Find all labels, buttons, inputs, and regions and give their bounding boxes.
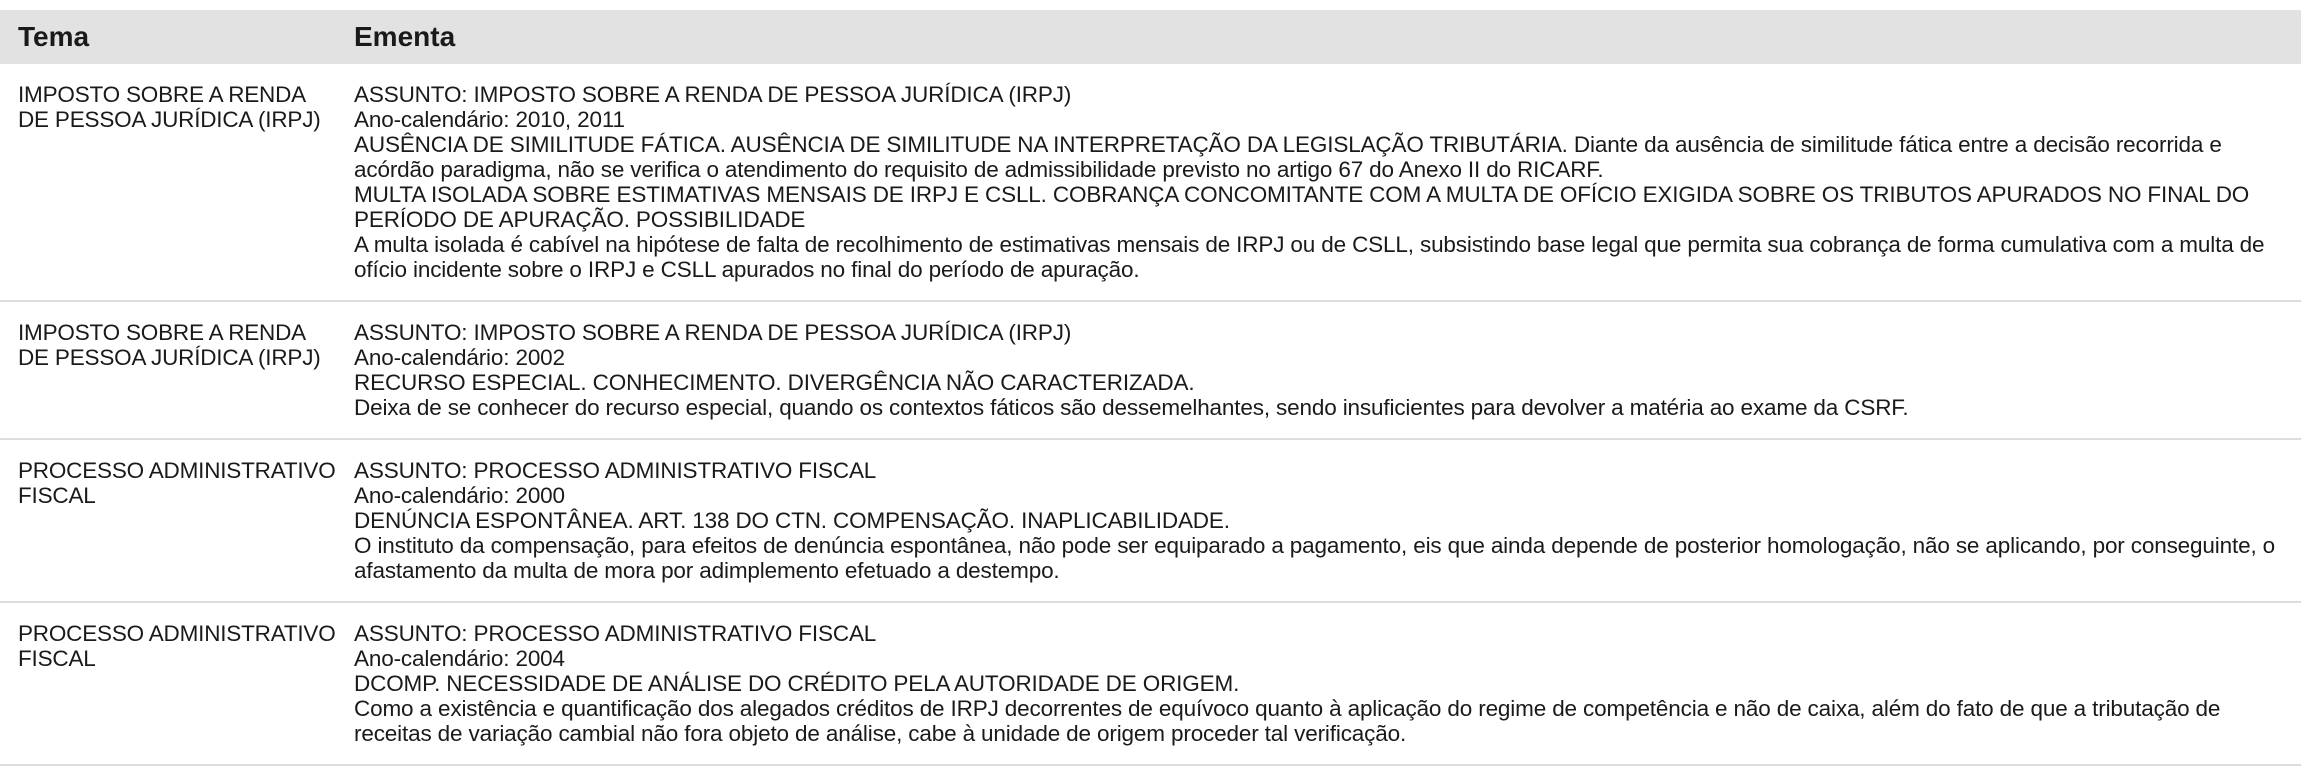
column-header-tema[interactable]: Tema — [0, 10, 354, 64]
tema-text: IMPOSTO SOBRE A RENDA DE PESSOA JURÍDICA (IRPJ) — [18, 82, 321, 132]
tema-cell — [0, 301, 354, 439]
ementa-assunto: ASSUNTO: IMPOSTO SOBRE A RENDA DE PESSOA JURÍDICA (IRPJ) — [354, 320, 1072, 345]
ementa-paragraph: RECURSO ESPECIAL. CONHECIMENTO. DIVERGÊNCIA NÃO CARACTERIZADA. — [354, 370, 1195, 395]
ementa-paragraph: DENÚNCIA ESPONTÂNEA. ART. 138 DO CTN. COMPENSAÇÃO. INAPLICABILIDADE. — [354, 508, 1230, 533]
ementa-assunto: ASSUNTO: PROCESSO ADMINISTRATIVO FISCAL — [354, 621, 877, 646]
ementa-cell — [354, 602, 2301, 765]
ementa-paragraph: Como a existência e quantificação dos alegados créditos de IRPJ decorrentes de equívoco quanto à aplicação do regime de competência e não de caixa, além do fato de que a tributação de receitas de variação cambial não fora objeto de análise, cabe à unidade de origem proceder tal verificação. — [354, 696, 2221, 746]
ementa-cell — [354, 301, 2301, 439]
ementa-ano-calendario: Ano-calendário: 2002 — [354, 345, 565, 370]
table-row — [0, 439, 2301, 602]
ementa-assunto: ASSUNTO: IMPOSTO SOBRE A RENDA DE PESSOA JURÍDICA (IRPJ) — [354, 82, 1072, 107]
ementa-ano-calendario: Ano-calendário: 2000 — [354, 483, 565, 508]
ementa-paragraph: AUSÊNCIA DE SIMILITUDE FÁTICA. AUSÊNCIA DE SIMILITUDE NA INTERPRETAÇÃO DA LEGISLAÇÃO TRIBUTÁRIA. Diante da ausência de similitude fática entre a decisão recorrida e acórdão paradigma, não se verifica o atendimento do requisito de admissibilidade previsto no artigo 67 do Anexo II do RICARF. — [354, 132, 2222, 182]
tema-text: PROCESSO ADMINISTRATIVO FISCAL — [18, 458, 336, 508]
ementa-table — [0, 10, 2301, 766]
table-header — [0, 10, 2301, 64]
ementa-paragraph: MULTA ISOLADA SOBRE ESTIMATIVAS MENSAIS DE IRPJ E CSLL. COBRANÇA CONCOMITANTE COM A MULTA DE OFÍCIO EXIGIDA SOBRE OS TRIBUTOS APURADOS NO FINAL DO PERÍODO DE APURAÇÃO. POSSIBILIDADE — [354, 182, 2250, 232]
ementa-ano-calendario: Ano-calendário: 2004 — [354, 646, 565, 671]
table-body — [0, 64, 2301, 765]
header-row — [0, 10, 2301, 64]
tema-cell — [0, 439, 354, 602]
table-row — [0, 64, 2301, 301]
ementa-ano-calendario: Ano-calendário: 2010, 2011 — [354, 107, 625, 132]
tema-cell — [0, 64, 354, 301]
ementa-assunto: ASSUNTO: PROCESSO ADMINISTRATIVO FISCAL — [354, 458, 877, 483]
ementa-paragraph: Deixa de se conhecer do recurso especial, quando os contextos fáticos são dessemelhantes, sendo insuficientes para devolver a matéria ao exame da CSRF. — [354, 395, 1909, 420]
column-header-ementa[interactable]: Ementa — [354, 10, 2301, 64]
ementa-paragraph: O instituto da compensação, para efeitos de denúncia espontânea, não pode ser equiparado a pagamento, eis que ainda depende de posterior homologação, não se aplicando, por conseguinte, o afastamento da multa de mora por adimplemento efetuado a destempo. — [354, 533, 2276, 583]
ementa-paragraph: DCOMP. NECESSIDADE DE ANÁLISE DO CRÉDITO PELA AUTORIDADE DE ORIGEM. — [354, 671, 1240, 696]
ementa-paragraph: A multa isolada é cabível na hipótese de falta de recolhimento de estimativas mensais de IRPJ ou de CSLL, subsistindo base legal que permita sua cobrança de forma cumulativa com a multa de ofício incidente sobre o IRPJ e CSLL apurados no final do período de apuração. — [354, 232, 2265, 282]
table-row — [0, 301, 2301, 439]
tema-text: IMPOSTO SOBRE A RENDA DE PESSOA JURÍDICA (IRPJ) — [18, 320, 321, 370]
ementa-cell — [354, 64, 2301, 301]
ementa-cell — [354, 439, 2301, 602]
tema-text: PROCESSO ADMINISTRATIVO FISCAL — [18, 621, 336, 671]
tema-cell — [0, 602, 354, 765]
table-row — [0, 602, 2301, 765]
